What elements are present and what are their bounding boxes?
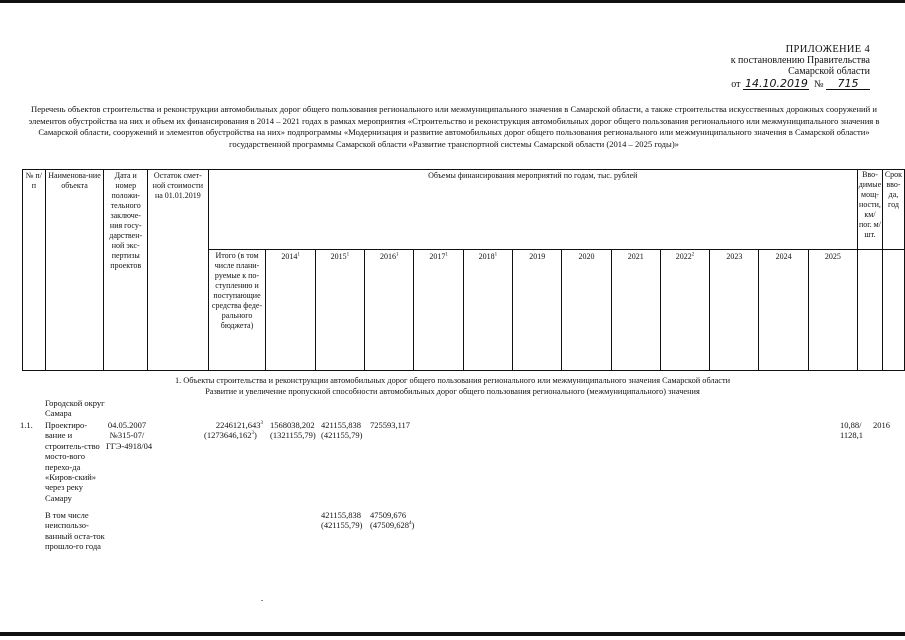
scan-bottom-border [0,632,905,636]
header-expertise-date: Дата и номер положи-тельного заключе-ния госу-дарствен-ной экс-пертизы проектов [104,170,148,371]
header-balance: Остаток смет-ной стоимости на 01.01.2019 [148,170,208,371]
year-header: 2019 [513,250,562,371]
value-2014: 1568038,202 (1321155,79) [270,420,316,441]
header-object-name: Наименова-ние объекта [45,170,104,371]
header-capacity: Вво-димые мощ-ности, км/ пог. м/шт. [857,170,882,250]
year-header: 2022$^2$ [660,250,709,371]
date-prefix: от [731,79,741,90]
approval-line-3: Самарской области [788,66,870,77]
year-header: 2014$^1$ [266,250,315,371]
year-header: 2024 [759,250,808,371]
header-commissioning-year: Срок вво-да, год [882,170,904,250]
unused-value-2016: 47509,676 (47509,628$^4$) [370,510,415,531]
year-header: 2025 [808,250,857,371]
row-number: 1.1. [20,420,33,430]
financing-table-header [22,169,905,371]
value-2015: 421155,838 (421155,79) [321,420,363,441]
capacity-value: 10,88/ 1128,1 [840,420,864,441]
year-header: 2016$^1$ [365,250,414,371]
approval-stamp [690,44,870,90]
approval-line-2: к постановлению Правительства [730,55,870,66]
expertise-conclusion: 04.05.2007 №315-07/ГГЭ-4918/04 [106,420,153,451]
scan-speck [261,600,263,601]
header-num: № п/п [23,170,46,371]
number-prefix: № [813,79,824,90]
handwritten-number: 715 [826,78,870,90]
city-district-label: Городской округ Самара [45,398,105,419]
header-financing-volumes: Объемы финансирования мероприятий по годам, тыс. рублей [208,170,857,250]
year-header: 2023 [710,250,759,371]
object-name: Проектиро-вание и строитель-ство мосто-вого перехо-да «Киров-ский» через реку Самару [45,420,100,503]
section-1-heading: 1. Объекты строительства и реконструкции автомобильных дорог общего пользования регионального или межмуниципального значения Самарской области [174,376,731,385]
subsection-heading: Развитие и увеличение пропускной способности автомобильных дорог общего пользования регионального (межмуниципального) значения [205,387,700,396]
unused-balance-label: В том числе неиспользо-ванный оста-ток прошло-го года [45,510,105,552]
handwritten-date: 14.10.2019 [744,77,808,90]
header-total: Итого (в том числе плани-руемые к по-ступлению и поступающие средства феде-рального бюджета) [208,250,266,371]
header-term-empty [882,250,904,371]
year-header: 2021 [611,250,660,371]
commissioning-year-value: 2016 [873,420,890,430]
year-header: 2017$^1$ [414,250,463,371]
year-header: 2020 [562,250,611,371]
scan-top-border [0,0,905,3]
unused-value-2015: 421155,838 (421155,79) [321,510,363,531]
approval-date-line [690,78,870,90]
value-2016: 725593,117 [370,420,411,430]
appendix-label: ПРИЛОЖЕНИЕ 4 [785,44,870,55]
document-title: Перечень объектов строительства и реконструкции автомобильных дорог общего пользования регионального или межмуниципального значения в Самарской области, а также строительства искусственных дорожных сооружений и элементов обустройства на них и объем их финансирования в 2014 – 2021 годах в рамках мероприятия «Строительство и реконструкция автомобильных дорог общего пользования регионального или межмуниципального значения в Самарской области, сооружений и элементов обустройства на них» подпрограммы «Модернизация и развитие автомобильных дорог общего пользования регионального или межмуниципального значения в Самарской области» государственной программы Самарской области «Развитие транспортной системы Самарской области (2014 – 2025 годы)» [28,104,880,149]
year-header: 2018$^1$ [463,250,512,371]
year-header: 2015$^1$ [315,250,364,371]
total-value: 2246121,643$^3$ (1273646,162$^3$) [204,420,263,441]
header-capacity-empty [857,250,882,371]
